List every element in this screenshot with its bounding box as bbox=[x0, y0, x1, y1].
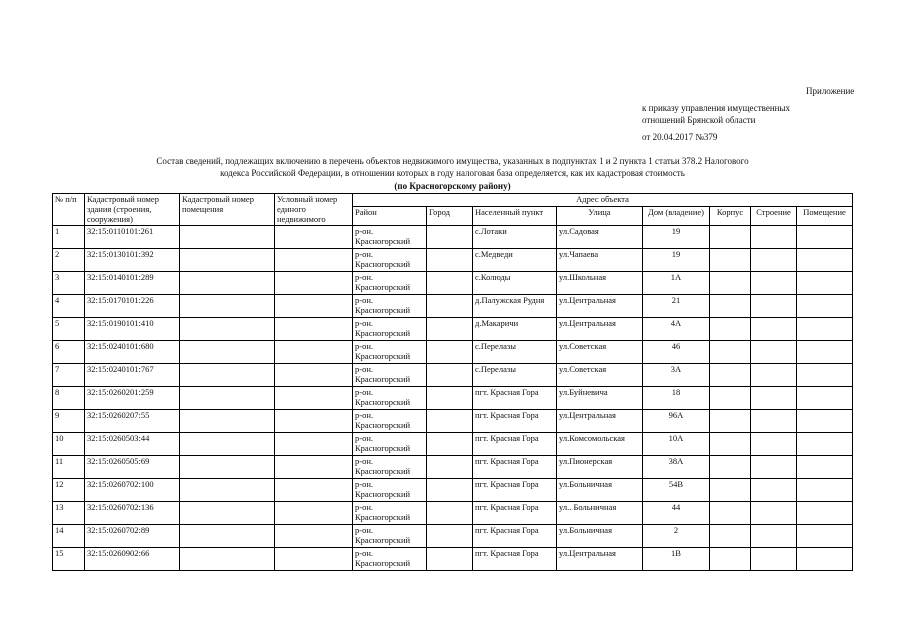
room-cadastral-number bbox=[180, 295, 275, 318]
settlement: с.Медведи bbox=[473, 249, 557, 272]
street: ул.Советская bbox=[557, 364, 643, 387]
property-registry-table bbox=[52, 193, 853, 571]
structure bbox=[751, 548, 797, 571]
conditional-number bbox=[275, 272, 353, 295]
premises bbox=[797, 318, 853, 341]
city bbox=[427, 272, 473, 295]
premises bbox=[797, 272, 853, 295]
street: ул.Садовая bbox=[557, 226, 643, 249]
house-number: 1А bbox=[643, 272, 710, 295]
street: ул.Буйневича bbox=[557, 387, 643, 410]
row-number: 7 bbox=[53, 364, 85, 387]
district: р-он. Красногорский bbox=[353, 456, 427, 479]
district: р-он. Красногорский bbox=[353, 226, 427, 249]
document-heading-district: (по Красногорскому району) bbox=[394, 181, 511, 191]
building-cadastral-number: 32:15:0240101:680 bbox=[85, 341, 180, 364]
header-room-cadastral: Кадастровый номер помещения bbox=[180, 194, 275, 226]
premises bbox=[797, 433, 853, 456]
city bbox=[427, 502, 473, 525]
header-building-cadastral: Кадастровый номер здания (строения, сооружения) bbox=[85, 194, 180, 226]
table-row bbox=[53, 525, 853, 548]
structure bbox=[751, 364, 797, 387]
header-structure: Строение bbox=[751, 207, 797, 226]
premises bbox=[797, 410, 853, 433]
row-number: 12 bbox=[53, 479, 85, 502]
settlement: с.Перелазы bbox=[473, 364, 557, 387]
premises bbox=[797, 387, 853, 410]
house-number: 4А bbox=[643, 318, 710, 341]
house-number: 54В bbox=[643, 479, 710, 502]
header-settlement: Населенный пункт bbox=[473, 207, 557, 226]
premises bbox=[797, 456, 853, 479]
city bbox=[427, 295, 473, 318]
city bbox=[427, 479, 473, 502]
korpus bbox=[710, 387, 751, 410]
street: ул.Больничная bbox=[557, 525, 643, 548]
building-cadastral-number: 32:15:0260503:44 bbox=[85, 433, 180, 456]
house-number: 38А bbox=[643, 456, 710, 479]
korpus bbox=[710, 249, 751, 272]
district: р-он. Красногорский bbox=[353, 410, 427, 433]
street: ул.Центральная bbox=[557, 318, 643, 341]
building-cadastral-number: 32:15:0110101:261 bbox=[85, 226, 180, 249]
row-number: 14 bbox=[53, 525, 85, 548]
room-cadastral-number bbox=[180, 249, 275, 272]
korpus bbox=[710, 318, 751, 341]
structure bbox=[751, 249, 797, 272]
house-number: 3А bbox=[643, 364, 710, 387]
row-number: 9 bbox=[53, 410, 85, 433]
street: ул.Центральная bbox=[557, 410, 643, 433]
room-cadastral-number bbox=[180, 341, 275, 364]
table-row bbox=[53, 502, 853, 525]
district: р-он. Красногорский bbox=[353, 318, 427, 341]
structure bbox=[751, 525, 797, 548]
row-number: 13 bbox=[53, 502, 85, 525]
building-cadastral-number: 32:15:0260702:89 bbox=[85, 525, 180, 548]
room-cadastral-number bbox=[180, 456, 275, 479]
house-number: 2 bbox=[643, 525, 710, 548]
room-cadastral-number bbox=[180, 272, 275, 295]
conditional-number bbox=[275, 249, 353, 272]
registry-body bbox=[53, 226, 853, 571]
house-number: 18 bbox=[643, 387, 710, 410]
header-premises: Помещение bbox=[797, 207, 853, 226]
row-number: 15 bbox=[53, 548, 85, 571]
city bbox=[427, 226, 473, 249]
building-cadastral-number: 32:15:0130101:392 bbox=[85, 249, 180, 272]
district: р-он. Красногорский bbox=[353, 295, 427, 318]
district: р-он. Красногорский bbox=[353, 387, 427, 410]
street: ул.Советская bbox=[557, 341, 643, 364]
table-row bbox=[53, 410, 853, 433]
order-date: от 20.04.2017 №379 bbox=[642, 132, 718, 142]
city bbox=[427, 387, 473, 410]
premises bbox=[797, 249, 853, 272]
header-city: Город bbox=[427, 207, 473, 226]
house-number: 46 bbox=[643, 341, 710, 364]
conditional-number bbox=[275, 548, 353, 571]
document-heading-line-2: кодекса Российской Федерации, в отношении которых в году налоговая база определяется, как их кадастровая стоимость bbox=[220, 168, 685, 178]
row-number: 11 bbox=[53, 456, 85, 479]
conditional-number bbox=[275, 341, 353, 364]
building-cadastral-number: 32:15:0240101:767 bbox=[85, 364, 180, 387]
conditional-number bbox=[275, 525, 353, 548]
structure bbox=[751, 502, 797, 525]
structure bbox=[751, 456, 797, 479]
appendix-title: Приложение bbox=[806, 86, 855, 96]
korpus bbox=[710, 548, 751, 571]
settlement: пгт. Красная Гора bbox=[473, 502, 557, 525]
structure bbox=[751, 341, 797, 364]
street: ул.Комсомольская bbox=[557, 433, 643, 456]
structure bbox=[751, 387, 797, 410]
house-number: 19 bbox=[643, 226, 710, 249]
table-row bbox=[53, 387, 853, 410]
house-number: 44 bbox=[643, 502, 710, 525]
city bbox=[427, 525, 473, 548]
table-row bbox=[53, 456, 853, 479]
korpus bbox=[710, 479, 751, 502]
building-cadastral-number: 32:15:0260902:66 bbox=[85, 548, 180, 571]
korpus bbox=[710, 410, 751, 433]
document-heading-line-1: Состав сведений, подлежащих включению в перечень объектов недвижимого имущества, указанных в подпунктах 1 и 2 пункта 1 статьи 378.2 Налогового bbox=[156, 156, 749, 166]
district: р-он. Красногорский bbox=[353, 272, 427, 295]
room-cadastral-number bbox=[180, 525, 275, 548]
header-conditional-number: Условный номер единого недвижимого bbox=[275, 194, 353, 226]
district: р-он. Красногорский bbox=[353, 364, 427, 387]
structure bbox=[751, 295, 797, 318]
room-cadastral-number bbox=[180, 226, 275, 249]
street: ул.Центральная bbox=[557, 548, 643, 571]
room-cadastral-number bbox=[180, 502, 275, 525]
city bbox=[427, 318, 473, 341]
order-reference-line-1: к приказу управления имущественных bbox=[642, 103, 791, 113]
house-number: 96А bbox=[643, 410, 710, 433]
room-cadastral-number bbox=[180, 433, 275, 456]
conditional-number bbox=[275, 318, 353, 341]
settlement: пгт. Красная Гора bbox=[473, 525, 557, 548]
conditional-number bbox=[275, 226, 353, 249]
conditional-number bbox=[275, 364, 353, 387]
table-row bbox=[53, 364, 853, 387]
settlement: пгт. Красная Гора bbox=[473, 548, 557, 571]
korpus bbox=[710, 433, 751, 456]
building-cadastral-number: 32:15:0170101:226 bbox=[85, 295, 180, 318]
conditional-number bbox=[275, 295, 353, 318]
korpus bbox=[710, 456, 751, 479]
district: р-он. Красногорский bbox=[353, 433, 427, 456]
district: р-он. Красногорский bbox=[353, 249, 427, 272]
korpus bbox=[710, 341, 751, 364]
structure bbox=[751, 272, 797, 295]
building-cadastral-number: 32:15:0190101:410 bbox=[85, 318, 180, 341]
settlement: пгт. Красная Гора bbox=[473, 410, 557, 433]
room-cadastral-number bbox=[180, 410, 275, 433]
korpus bbox=[710, 226, 751, 249]
building-cadastral-number: 32:15:0260702:136 bbox=[85, 502, 180, 525]
structure bbox=[751, 226, 797, 249]
street: ул.Школьная bbox=[557, 272, 643, 295]
table-row bbox=[53, 249, 853, 272]
building-cadastral-number: 32:15:0260702:100 bbox=[85, 479, 180, 502]
korpus bbox=[710, 272, 751, 295]
conditional-number bbox=[275, 456, 353, 479]
district: р-он. Красногорский bbox=[353, 341, 427, 364]
conditional-number bbox=[275, 410, 353, 433]
building-cadastral-number: 32:15:0140101:289 bbox=[85, 272, 180, 295]
building-cadastral-number: 32:15:0260505:69 bbox=[85, 456, 180, 479]
street: ул.Больничная bbox=[557, 479, 643, 502]
structure bbox=[751, 479, 797, 502]
row-number: 6 bbox=[53, 341, 85, 364]
table-row bbox=[53, 341, 853, 364]
city bbox=[427, 433, 473, 456]
conditional-number bbox=[275, 479, 353, 502]
district: р-он. Красногорский bbox=[353, 548, 427, 571]
row-number: 8 bbox=[53, 387, 85, 410]
header-korpus: Корпус bbox=[710, 207, 751, 226]
settlement: пгт. Красная Гора bbox=[473, 456, 557, 479]
table-row bbox=[53, 318, 853, 341]
structure bbox=[751, 410, 797, 433]
premises bbox=[797, 548, 853, 571]
district: р-он. Красногорский bbox=[353, 525, 427, 548]
row-number: 10 bbox=[53, 433, 85, 456]
table-row bbox=[53, 295, 853, 318]
room-cadastral-number bbox=[180, 364, 275, 387]
header-district: Район bbox=[353, 207, 427, 226]
conditional-number bbox=[275, 387, 353, 410]
room-cadastral-number bbox=[180, 548, 275, 571]
korpus bbox=[710, 364, 751, 387]
settlement: пгт. Красная Гора bbox=[473, 387, 557, 410]
settlement: пгт. Красная Гора bbox=[473, 433, 557, 456]
row-number: 4 bbox=[53, 295, 85, 318]
premises bbox=[797, 479, 853, 502]
settlement: д.Макаричи bbox=[473, 318, 557, 341]
building-cadastral-number: 32:15:0260207:55 bbox=[85, 410, 180, 433]
room-cadastral-number bbox=[180, 387, 275, 410]
premises bbox=[797, 502, 853, 525]
header-house: Дом (владение) bbox=[643, 207, 710, 226]
city bbox=[427, 341, 473, 364]
table-row bbox=[53, 272, 853, 295]
room-cadastral-number bbox=[180, 479, 275, 502]
street: ул.Пионерская bbox=[557, 456, 643, 479]
table-row bbox=[53, 548, 853, 571]
premises bbox=[797, 341, 853, 364]
room-cadastral-number bbox=[180, 318, 275, 341]
city bbox=[427, 548, 473, 571]
premises bbox=[797, 226, 853, 249]
district: р-он. Красногорский bbox=[353, 502, 427, 525]
premises bbox=[797, 295, 853, 318]
street: ул.Центральная bbox=[557, 295, 643, 318]
house-number: 19 bbox=[643, 249, 710, 272]
header-street: Улица bbox=[557, 207, 643, 226]
building-cadastral-number: 32:15:0260201:259 bbox=[85, 387, 180, 410]
header-num: № п/п bbox=[53, 194, 85, 226]
korpus bbox=[710, 295, 751, 318]
premises bbox=[797, 525, 853, 548]
settlement: с.Колюды bbox=[473, 272, 557, 295]
settlement: с.Перелазы bbox=[473, 341, 557, 364]
table-row bbox=[53, 479, 853, 502]
city bbox=[427, 456, 473, 479]
premises bbox=[797, 364, 853, 387]
district: р-он. Красногорский bbox=[353, 479, 427, 502]
structure bbox=[751, 318, 797, 341]
settlement: с.Лотаки bbox=[473, 226, 557, 249]
house-number: 1В bbox=[643, 548, 710, 571]
korpus bbox=[710, 525, 751, 548]
table-row bbox=[53, 226, 853, 249]
order-reference-line-2: отношений Брянской области bbox=[642, 115, 756, 125]
conditional-number bbox=[275, 433, 353, 456]
row-number: 2 bbox=[53, 249, 85, 272]
street: ул.Чапаева bbox=[557, 249, 643, 272]
table-row bbox=[53, 433, 853, 456]
street: ул.. Больничная bbox=[557, 502, 643, 525]
row-number: 5 bbox=[53, 318, 85, 341]
city bbox=[427, 410, 473, 433]
korpus bbox=[710, 502, 751, 525]
row-number: 3 bbox=[53, 272, 85, 295]
header-address: Адрес объекта bbox=[353, 194, 853, 207]
settlement: пгт. Красная Гора bbox=[473, 479, 557, 502]
settlement: д.Палужская Рудня bbox=[473, 295, 557, 318]
house-number: 21 bbox=[643, 295, 710, 318]
row-number: 1 bbox=[53, 226, 85, 249]
city bbox=[427, 364, 473, 387]
conditional-number bbox=[275, 502, 353, 525]
structure bbox=[751, 433, 797, 456]
house-number: 10А bbox=[643, 433, 710, 456]
city bbox=[427, 249, 473, 272]
